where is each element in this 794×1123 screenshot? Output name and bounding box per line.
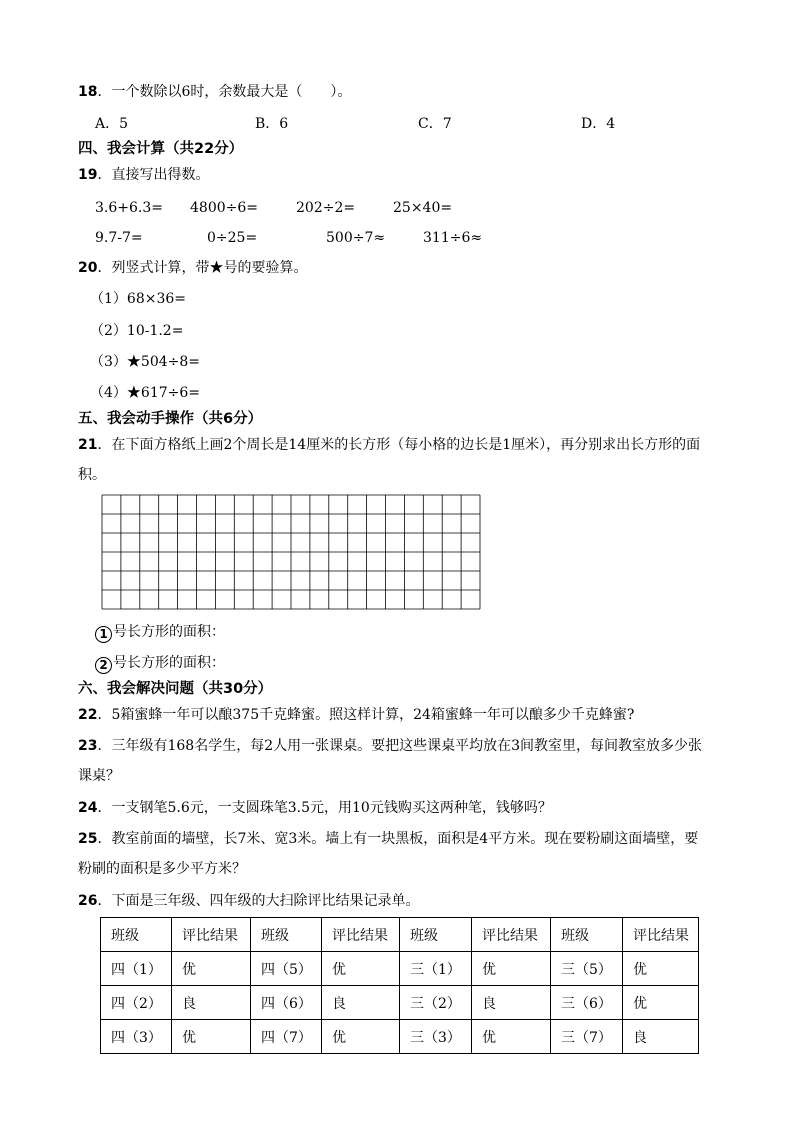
table-cell: 良 bbox=[472, 986, 551, 1020]
calc-5: 9.7-7= bbox=[95, 230, 143, 246]
table-cell: 四（2） bbox=[101, 986, 172, 1020]
table-cell: 三（7） bbox=[551, 1020, 623, 1054]
question-26: 26．下面是三年级、四年级的大扫除评比结果记录单。 bbox=[78, 893, 420, 909]
question-19: 19．直接写出得数。 bbox=[78, 167, 210, 183]
calc-7: 500÷7≈ bbox=[326, 230, 386, 246]
option-c: C．7 bbox=[418, 116, 452, 132]
table-row bbox=[101, 986, 699, 1020]
table-cell: 四（3） bbox=[101, 1020, 172, 1054]
graph-paper-grid[interactable] bbox=[101, 494, 481, 610]
vertical-calc-2: （2）10-1.2= bbox=[90, 323, 184, 339]
calc-4: 25×40= bbox=[393, 200, 453, 216]
section-6-heading: 六、我会解决问题（共30分） bbox=[78, 681, 273, 697]
table-cell: 三（5） bbox=[551, 952, 623, 986]
vertical-calc-1: （1）68×36= bbox=[90, 291, 186, 307]
calc-2: 4800÷6= bbox=[190, 200, 258, 216]
header-class: 班级 bbox=[400, 918, 472, 952]
question-25-cont: 粉刷的面积是多少平方米？ bbox=[78, 861, 246, 877]
table-cell: 优 bbox=[623, 986, 699, 1020]
calc-6: 0÷25= bbox=[207, 230, 258, 246]
table-cell: 优 bbox=[322, 1020, 400, 1054]
table-cell: 良 bbox=[172, 986, 251, 1020]
table-cell: 四（7） bbox=[251, 1020, 322, 1054]
header-result: 评比结果 bbox=[623, 918, 699, 952]
area-answer-1: 1 号长方形的面积： bbox=[95, 623, 225, 643]
table-cell: 优 bbox=[172, 1020, 251, 1054]
table-cell: 良 bbox=[623, 1020, 699, 1054]
table-cell: 优 bbox=[322, 952, 400, 986]
header-class: 班级 bbox=[101, 918, 172, 952]
question-21: 21．在下面方格纸上画2个周长是14厘米的长方形（每小格的边长是1厘米），再分别求出长方形的面 bbox=[78, 437, 701, 453]
calc-1: 3.6+6.3= bbox=[95, 200, 163, 216]
question-20: 20．列竖式计算，带★号的要验算。 bbox=[78, 260, 308, 276]
circled-number-1: 1 bbox=[95, 626, 112, 643]
option-a: A．5 bbox=[95, 116, 129, 132]
question-25: 25．教室前面的墙壁，长7米、宽3米。墙上有一块黑板，面积是4平方米。现在要粉刷这面墙壁，要 bbox=[78, 831, 699, 847]
header-result: 评比结果 bbox=[472, 918, 551, 952]
cleaning-results-table bbox=[100, 917, 699, 1054]
vertical-calc-4: （4）★617÷6= bbox=[90, 385, 200, 401]
area-answer-2: 2 号长方形的面积： bbox=[95, 654, 225, 674]
option-b: B．6 bbox=[255, 116, 289, 132]
table-row bbox=[101, 1020, 699, 1054]
header-class: 班级 bbox=[551, 918, 623, 952]
section-4-heading: 四、我会计算（共22分） bbox=[78, 141, 244, 157]
question-23: 23．三年级有168名学生，每2人用一张课桌。要把这些课桌平均放在3间教室里，每间教室放多少张 bbox=[78, 738, 703, 754]
table-cell: 四（5） bbox=[251, 952, 322, 986]
section-5-heading: 五、我会动手操作（共6分） bbox=[78, 411, 263, 427]
header-result: 评比结果 bbox=[172, 918, 251, 952]
table-row bbox=[101, 952, 699, 986]
calc-8: 311÷6≈ bbox=[423, 230, 483, 246]
option-d: D．4 bbox=[581, 116, 616, 132]
header-result: 评比结果 bbox=[322, 918, 400, 952]
circled-number-2: 2 bbox=[95, 657, 112, 674]
question-23-cont: 课桌？ bbox=[78, 768, 120, 784]
table-cell: 三（2） bbox=[400, 986, 472, 1020]
table-header-row bbox=[101, 918, 699, 952]
header-class: 班级 bbox=[251, 918, 322, 952]
table-cell: 优 bbox=[472, 1020, 551, 1054]
question-18: 18．一个数除以6时，余数最大是（ ）。 bbox=[78, 84, 352, 100]
table-cell: 三（1） bbox=[400, 952, 472, 986]
vertical-calc-3: （3）★504÷8= bbox=[90, 354, 200, 370]
question-22: 22．5箱蜜蜂一年可以酿375千克蜂蜜。照这样计算，24箱蜜蜂一年可以酿多少千克蜂蜜? bbox=[78, 707, 635, 723]
question-24: 24．一支钢笔5.6元，一支圆珠笔3.5元，用10元钱购买这两种笔，钱够吗？ bbox=[78, 800, 552, 816]
table-cell: 四（6） bbox=[251, 986, 322, 1020]
calc-3: 202÷2= bbox=[296, 200, 356, 216]
question-21-cont: 积。 bbox=[78, 467, 106, 483]
table-cell: 优 bbox=[472, 952, 551, 986]
table-cell: 良 bbox=[322, 986, 400, 1020]
table-cell: 优 bbox=[172, 952, 251, 986]
table-cell: 三（3） bbox=[400, 1020, 472, 1054]
table-cell: 四（1） bbox=[101, 952, 172, 986]
table-cell: 优 bbox=[623, 952, 699, 986]
table-cell: 三（6） bbox=[551, 986, 623, 1020]
